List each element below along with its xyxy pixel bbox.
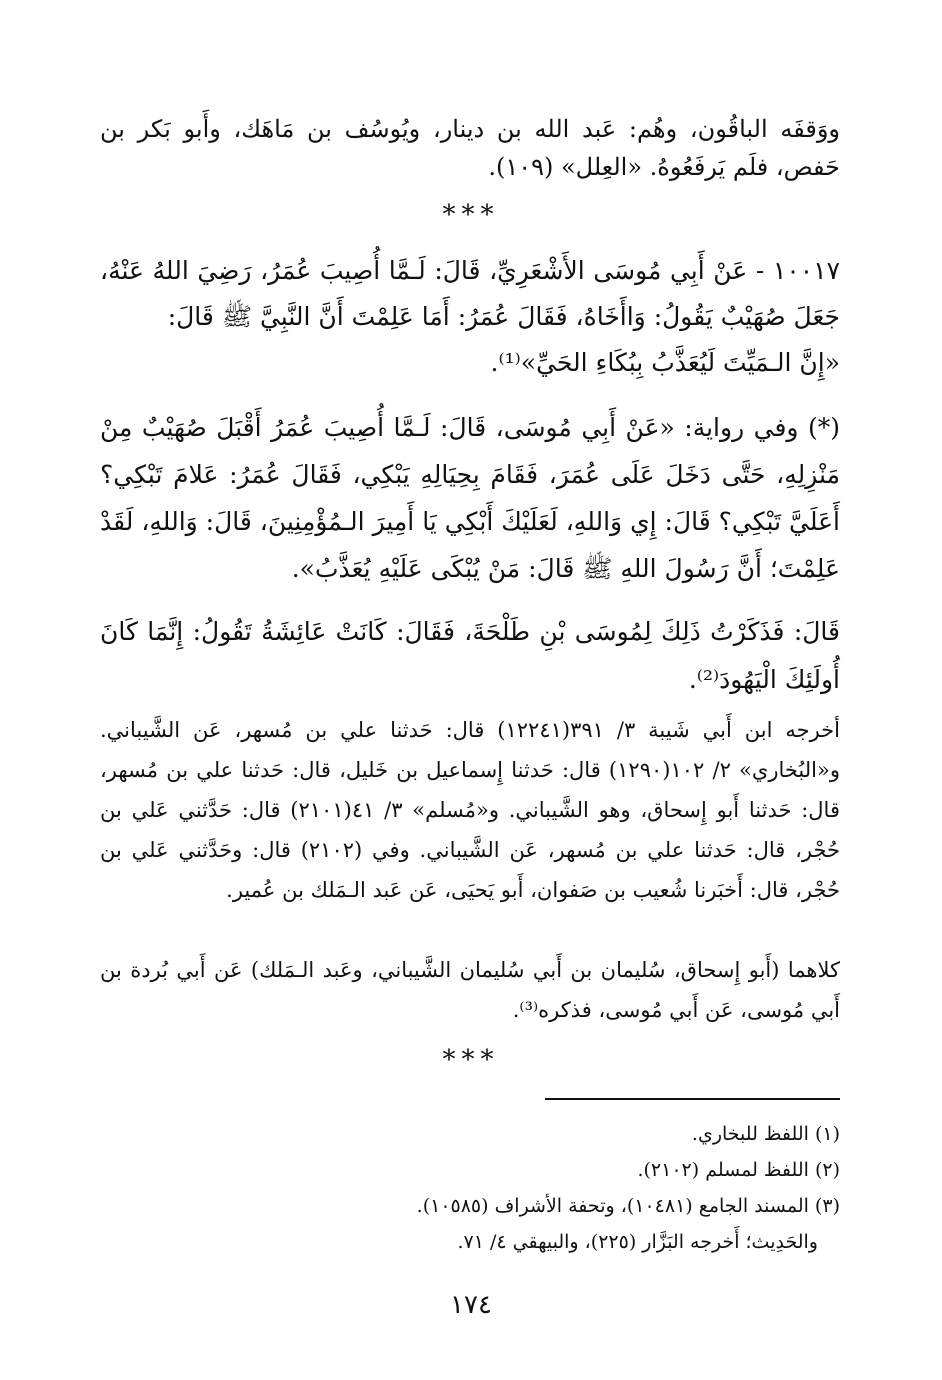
both-text: كلاهما (أَبو إِسحاق، سُليمان بن أَبي سُليمان الشَّيباني، وعَبد الـمَلك) عَن أَبي بُردة بن أَبي مُوسى، عَن أَبي مُوسى، فذكره⁽³⁾. xyxy=(100,958,840,1022)
variant-text: (*) وفي رواية: «عَنْ أَبِي مُوسَى، قَالَ: لَـمَّا أُصِيبَ عُمَرُ أَقْبَلَ صُهَيْبٌ مِنْ مَنْزِلِهِ، حَتَّى دَخَلَ عَلَى عُمَرَ، فَقَامَ بِحِيَالِهِ يَبْكِي، فَقَالَ عُمَرُ: عَلامَ تَبْكِي؟ أَعَلَيَّ تَبْكِي؟ قَالَ: إِي وَاللهِ، لَعَلَيْكَ أَبْكِي يَا أَمِيرَ الـمُؤْمِنِينَ، قَالَ: وَاللهِ، لَقَدْ عَلِمْتَ؛ أَنَّ رَسُولَ اللهِ ﷺ قَالَ: مَنْ يُبْكَى عَلَيْهِ يُعَذَّبُ». xyxy=(100,413,840,583)
both-paragraph xyxy=(100,950,840,1030)
footnote-3-continuation: والحَدِيث؛ أَخرجه البَزَّار (٢٢٥)، والبيهقي ٤/ ٧١. xyxy=(457,1231,818,1253)
separator-bottom: *** xyxy=(442,1045,500,1075)
hadith-quote-text: «إِنَّ الـمَيِّتَ لَيُعَذَّبُ بِبُكَاءِ الحَيِّ»⁽¹⁾. xyxy=(490,348,840,377)
continuation-paragraph xyxy=(100,608,840,704)
intro-text: ووَقفَه الباقُون، وهُم: عَبد الله بن دينار، ويُوسُف بن مَاهَك، وأَبو بَكر بن حَفص، فلَم يَرفَعُوهُ. «العِلل» (١٠٩). xyxy=(100,115,840,181)
separator-top: *** xyxy=(442,200,500,230)
footnote-3: (٣) المسند الجامع (١٠٤٨١)، وتحفة الأشراف (١٠٥٨٥). xyxy=(416,1195,840,1217)
hadith-main-paragraph xyxy=(100,248,840,386)
intro-paragraph xyxy=(100,110,840,186)
footnote-divider xyxy=(545,1098,840,1100)
hadith-main-text: ١٠٠١٧ - عَنْ أَبِي مُوسَى الأَشْعَرِيِّ، قَالَ: لَـمَّا أُصِيبَ عُمَرُ، رَضِيَ اللهُ عَنْهُ، جَعَلَ صُهَيْبٌ يَقُولُ: وَاأَخَاهُ، فَقَالَ عُمَرُ: أَمَا عَلِمْتَ أَنَّ النَّبِيَّ ﷺ قَالَ: xyxy=(100,256,840,331)
footnotes xyxy=(380,1116,840,1260)
footnote-2: (٢) اللفظ لمسلم (٢١٠٢). xyxy=(637,1159,840,1181)
continuation-text: قَالَ: فَذَكَرْتُ ذَلِكَ لِمُوسَى بْنِ طَلْحَةَ، فَقَالَ: كَانَتْ عَائِشَةُ تَقُولُ: إِنَّمَا كَانَ أُولَئِكَ الْيَهُودَ⁽²⁾. xyxy=(100,617,840,694)
page-number: ١٧٤ xyxy=(450,1290,492,1320)
takhrij-paragraph xyxy=(100,710,840,910)
takhrij-text: أخرجه ابن أَبي شَيبة ٣/ ٣٩١(١٢٢٤١) قال: حَدثنا علي بن مُسهر، عَن الشَّيباني. و«البُخاري» ٢/ ١٠٢(١٢٩٠) قال: حَدثنا إِسماعيل بن خَليل، قال: حَدثنا علي بن مُسهر، قال: حَدثنا أَبو إِسحاق، وهو الشَّيباني. و«مُسلم» ٣/ ٤١(٢١٠١) قال: حَدَّثني عَلي بن حُجْر، قال: حَدثنا علي بن مُسهر، عَن الشَّيباني. وفي (٢١٠٢) قال: وحَدَّثني عَلي بن حُجْر، قال: أَخبَرنا شُعيب بن صَفوان، أَبو يَحيَى، عَن عَبد الـمَلك بن عُمير. xyxy=(100,718,840,902)
variant-paragraph xyxy=(100,404,840,592)
footnote-1: (١) اللفظ للبخاري. xyxy=(691,1123,840,1145)
